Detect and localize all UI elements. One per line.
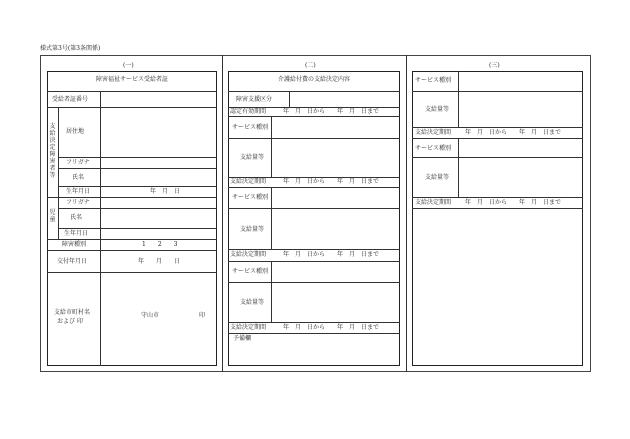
amount-label-a: 支給量等: [240, 154, 265, 161]
address-label: 居住地: [66, 128, 85, 135]
birthdate-label: 生年月日: [66, 188, 91, 195]
cert-number-label: 受給者証番号: [52, 96, 89, 103]
municipality-label-2: および 印: [57, 318, 83, 325]
recipient-group-label: 支給決定障害者等: [49, 123, 56, 179]
cert-number-field[interactable]: [101, 92, 216, 106]
decision-period-label-b: 支給決定期間: [230, 251, 267, 258]
remarks-field[interactable]: [229, 344, 399, 365]
col3-decision-period-value-b[interactable]: 年 月 日から 年 月 日まで: [465, 199, 562, 206]
child-name-label: 氏名: [70, 214, 83, 221]
name-field[interactable]: [101, 169, 216, 185]
col3-decision-period-label-a: 支給決定期間: [415, 129, 452, 136]
continuation-panel: [412, 71, 583, 366]
col3-decision-period-value-a[interactable]: 年 月 日から 年 月 日まで: [465, 129, 562, 136]
service-type-label-c: サービス種別: [232, 268, 269, 275]
column-label-2: (二): [305, 62, 316, 69]
col3-amount-label-a: 支給量等: [425, 106, 450, 113]
valid-period-value[interactable]: 年 月 日から 年 月 日まで: [283, 108, 380, 115]
service-type-label-a: サービス種別: [232, 124, 269, 131]
disability-type-label: 障害種別: [62, 241, 87, 248]
address-field[interactable]: [101, 108, 216, 156]
col3-decision-period-label-b: 支給決定期間: [415, 199, 452, 206]
child-group-label: 児童: [49, 209, 56, 223]
city-name: 守山市: [141, 312, 160, 319]
col3-service-type-label-b: サービス種別: [415, 145, 452, 152]
support-class-label: 障害支援区分: [236, 96, 273, 103]
column-divider-2: [406, 55, 407, 372]
decision-period-label-a: 支給決定期間: [230, 178, 267, 185]
decision-period-label-c: 支給決定期間: [230, 324, 267, 331]
amount-label-c: 支給量等: [240, 299, 265, 306]
decision-period-value-c[interactable]: 年 月 日から 年 月 日まで: [283, 324, 380, 331]
birthdate-value[interactable]: 年 月 日: [150, 188, 181, 195]
disability-type-options[interactable]: 1 2 3: [142, 241, 178, 248]
service-type-label-b: サービス種別: [232, 194, 269, 201]
column-label-3: (三): [489, 62, 500, 69]
child-furigana-field[interactable]: [101, 198, 216, 207]
child-name-field[interactable]: [101, 209, 216, 227]
col3-service-type-label-a: サービス種別: [415, 77, 452, 84]
column-divider-1: [222, 55, 223, 372]
seal-mark: 印: [199, 312, 206, 319]
form-title: 様式第3号(第3条関係): [40, 45, 101, 52]
remarks-label: 予備欄: [233, 335, 252, 342]
decision-period-value-a[interactable]: 年 月 日から 年 月 日まで: [283, 178, 380, 185]
furigana-field[interactable]: [101, 158, 216, 167]
issue-date-label: 交付年月日: [57, 258, 88, 265]
column-label-1: (一): [123, 62, 134, 69]
child-furigana-label: フリガナ: [66, 199, 90, 206]
benefit-decision-header: 介護給付費の支給決定内容: [277, 76, 350, 83]
valid-period-label: 認定有効期間: [230, 108, 267, 115]
furigana-label: フリガナ: [66, 159, 90, 166]
certificate-header: 障害福祉サービス受給者証: [95, 76, 168, 83]
decision-period-value-b[interactable]: 年 月 日から 年 月 日まで: [283, 251, 380, 258]
name-label: 氏名: [72, 174, 85, 181]
child-birthdate-label: 生年月日: [64, 230, 89, 237]
amount-label-b: 支給量等: [240, 226, 265, 233]
municipality-label-1: 支給市町村名: [54, 309, 91, 316]
col3-amount-label-b: 支給量等: [425, 174, 450, 181]
issue-date-value[interactable]: 年 月 日: [138, 258, 181, 265]
